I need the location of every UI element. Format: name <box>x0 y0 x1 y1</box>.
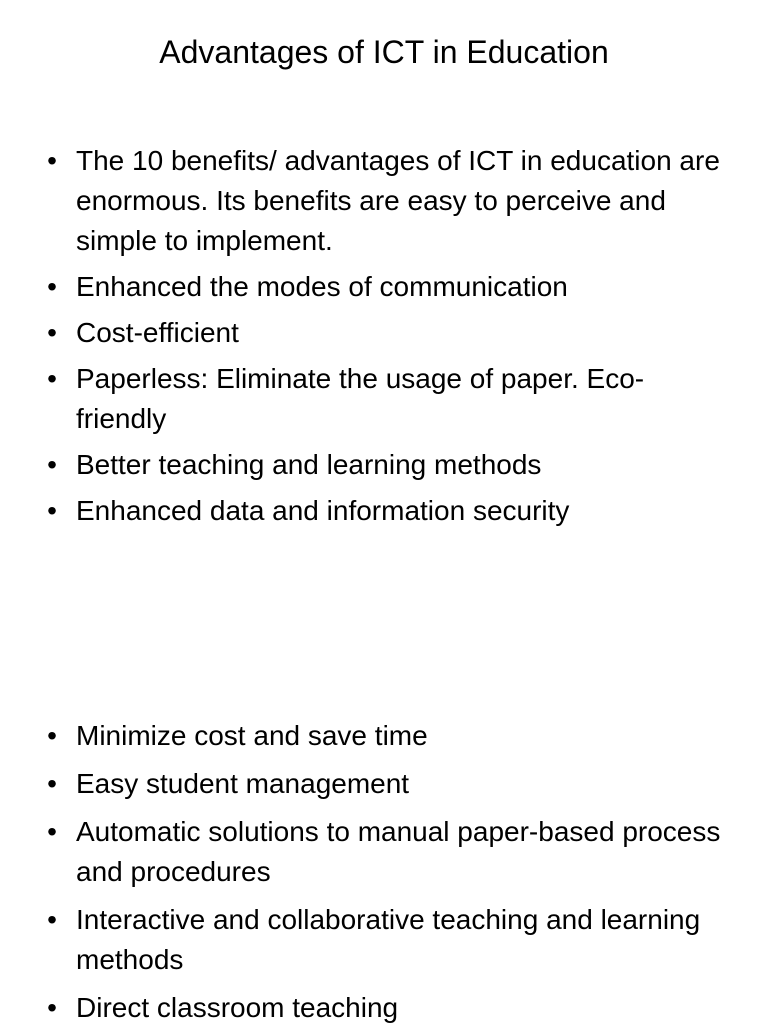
bullet-icon: • <box>47 768 57 799</box>
list-item <box>0 491 768 531</box>
bullet-icon: • <box>47 720 57 751</box>
list-item-text: Cost-efficient <box>76 317 239 348</box>
bullet-icon: • <box>47 992 57 1023</box>
list-item-text: Enhanced the modes of communication <box>76 271 568 302</box>
list-item <box>0 764 768 804</box>
bullet-icon: • <box>47 816 57 847</box>
list-item <box>0 359 768 439</box>
list-item <box>0 445 768 485</box>
list-item <box>0 900 768 980</box>
list-item-text: Automatic solutions to manual paper-based process and procedures <box>76 816 721 887</box>
bullet-icon: • <box>47 271 57 302</box>
list-item <box>0 141 768 261</box>
list-item-text: Minimize cost and save time <box>76 720 428 751</box>
list-item-text: Paperless: Eliminate the usage of paper. Eco-friendly <box>76 363 645 434</box>
list-item <box>0 716 768 756</box>
list-item <box>0 313 768 353</box>
list-item <box>0 267 768 307</box>
list-item-text: Direct classroom teaching <box>76 992 399 1023</box>
list-item-text: The 10 benefits/ advantages of ICT in education are enormous. Its benefits are easy to perceive and simple to implement. <box>76 145 720 256</box>
list-item <box>0 988 768 1024</box>
slide-title: Advantages of ICT in Education <box>159 34 609 70</box>
bullet-icon: • <box>47 363 57 394</box>
bullet-icon: • <box>47 904 57 935</box>
bullet-icon: • <box>47 449 57 480</box>
advantages-list-1 <box>0 141 768 537</box>
bullet-icon: • <box>47 145 57 176</box>
bullet-icon: • <box>47 317 57 348</box>
list-item-text: Enhanced data and information security <box>76 495 570 526</box>
list-item-text: Easy student management <box>76 768 410 799</box>
bullet-icon: • <box>47 495 57 526</box>
list-item-text: Interactive and collaborative teaching and learning methods <box>76 904 701 975</box>
list-item <box>0 812 768 892</box>
list-item-text: Better teaching and learning methods <box>76 449 542 480</box>
advantages-list-2 <box>0 716 768 1024</box>
